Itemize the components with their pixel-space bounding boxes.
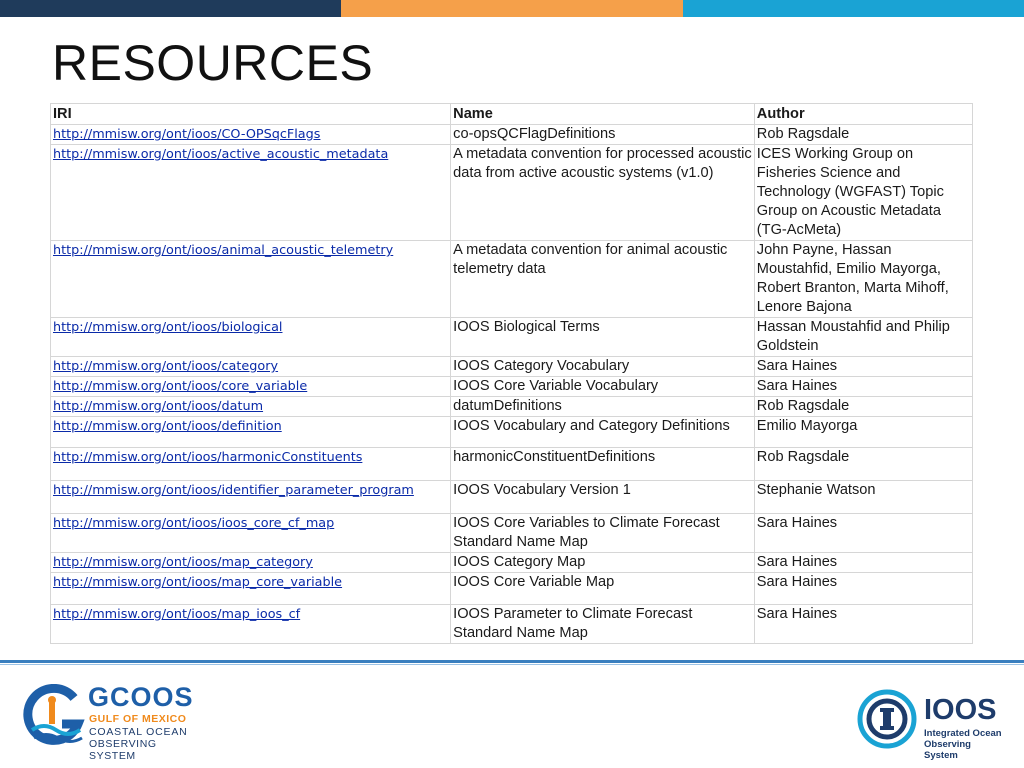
top-color-bar <box>0 0 1024 17</box>
table-row <box>51 397 973 417</box>
table-row <box>51 481 973 514</box>
resource-author: Sara Haines <box>754 514 972 553</box>
gcoos-line1: GULF OF MEXICO <box>89 713 187 725</box>
table-row <box>51 553 973 573</box>
gcoos-logo-icon <box>22 684 86 748</box>
iri-link[interactable]: http://mmisw.org/ont/ioos/map_category <box>51 553 451 573</box>
table-row <box>51 448 973 481</box>
ioos-line1: Integrated Ocean <box>924 728 1002 739</box>
top-bar-orange-segment <box>341 0 683 17</box>
iri-link[interactable]: http://mmisw.org/ont/ioos/animal_acoustic_telemetry <box>51 241 451 318</box>
resource-author: Rob Ragsdale <box>754 125 972 145</box>
footer-divider <box>0 660 1024 663</box>
table-row <box>51 417 973 448</box>
resource-author: Sara Haines <box>754 357 972 377</box>
iri-link[interactable]: http://mmisw.org/ont/ioos/core_variable <box>51 377 451 397</box>
gcoos-line2: COASTAL OCEAN <box>89 726 188 738</box>
iri-link[interactable]: http://mmisw.org/ont/ioos/map_ioos_cf <box>51 605 451 644</box>
slide-title: RESOURCES <box>52 35 374 91</box>
top-bar-cyan-segment <box>683 0 1024 17</box>
iri-link[interactable]: http://mmisw.org/ont/ioos/category <box>51 357 451 377</box>
table-row <box>51 125 973 145</box>
table-row <box>51 573 973 605</box>
resource-name: IOOS Category Map <box>451 553 755 573</box>
iri-link[interactable]: http://mmisw.org/ont/ioos/harmonicConstituents <box>51 448 451 481</box>
resource-name: IOOS Core Variables to Climate Forecast Standard Name Map <box>451 514 755 553</box>
ioos-line2: Observing System <box>924 739 971 761</box>
resource-author: John Payne, Hassan Moustahfid, Emilio Mayorga, Robert Branton, Marta Mihoff, Lenore Bajona <box>754 241 972 318</box>
resource-name: A metadata convention for processed acoustic data from active acoustic systems (v1.0) <box>451 145 755 241</box>
iri-link[interactable]: http://mmisw.org/ont/ioos/map_core_variable <box>51 573 451 605</box>
iri-link[interactable]: http://mmisw.org/ont/ioos/CO-OPSqcFlags <box>51 125 451 145</box>
resource-name: IOOS Core Variable Vocabulary <box>451 377 755 397</box>
resource-name: IOOS Category Vocabulary <box>451 357 755 377</box>
table-row <box>51 145 973 241</box>
table-row <box>51 514 973 553</box>
iri-link[interactable]: http://mmisw.org/ont/ioos/definition <box>51 417 451 448</box>
iri-link[interactable]: http://mmisw.org/ont/ioos/biological <box>51 318 451 357</box>
resource-name: IOOS Core Variable Map <box>451 573 755 605</box>
header-name: Name <box>451 104 755 125</box>
ioos-logo <box>856 688 1006 761</box>
footer-divider-light <box>0 664 1024 665</box>
table-row <box>51 357 973 377</box>
ioos-name: IOOS <box>924 694 997 726</box>
resource-author: Emilio Mayorga <box>754 417 972 448</box>
resources-table <box>50 103 973 644</box>
table-row <box>51 318 973 357</box>
resource-author: Stephanie Watson <box>754 481 972 514</box>
header-iri: IRI <box>51 104 451 125</box>
iri-link[interactable]: http://mmisw.org/ont/ioos/datum <box>51 397 451 417</box>
table-row <box>51 605 973 644</box>
iri-link[interactable]: http://mmisw.org/ont/ioos/active_acoustic_metadata <box>51 145 451 241</box>
resource-author: ICES Working Group on Fisheries Science and Technology (WGFAST) Topic Group on Acoustic Metadata (TG-AcMeta) <box>754 145 972 241</box>
iri-link[interactable]: http://mmisw.org/ont/ioos/ioos_core_cf_map <box>51 514 451 553</box>
gcoos-logo <box>22 682 202 762</box>
resource-name: IOOS Parameter to Climate Forecast Standard Name Map <box>451 605 755 644</box>
ioos-logo-icon <box>856 688 918 750</box>
resource-author: Sara Haines <box>754 573 972 605</box>
top-bar-navy-segment <box>0 0 341 17</box>
resource-name: A metadata convention for animal acoustic telemetry data <box>451 241 755 318</box>
resource-author: Sara Haines <box>754 553 972 573</box>
table-header-row <box>51 104 973 125</box>
resource-name: co-opsQCFlagDefinitions <box>451 125 755 145</box>
resource-author: Sara Haines <box>754 605 972 644</box>
table-row <box>51 241 973 318</box>
gcoos-name: GCOOS <box>88 682 194 712</box>
gcoos-line3: OBSERVING SYSTEM <box>89 738 157 762</box>
resource-name: IOOS Biological Terms <box>451 318 755 357</box>
resource-author: Hassan Moustahfid and Philip Goldstein <box>754 318 972 357</box>
resource-name: IOOS Vocabulary Version 1 <box>451 481 755 514</box>
header-author: Author <box>754 104 972 125</box>
resource-author: Rob Ragsdale <box>754 397 972 417</box>
resource-name: datumDefinitions <box>451 397 755 417</box>
resource-author: Sara Haines <box>754 377 972 397</box>
resource-author: Rob Ragsdale <box>754 448 972 481</box>
resource-name: IOOS Vocabulary and Category Definitions <box>451 417 755 448</box>
table-row <box>51 377 973 397</box>
resource-name: harmonicConstituentDefinitions <box>451 448 755 481</box>
iri-link[interactable]: http://mmisw.org/ont/ioos/identifier_parameter_program <box>51 481 451 514</box>
